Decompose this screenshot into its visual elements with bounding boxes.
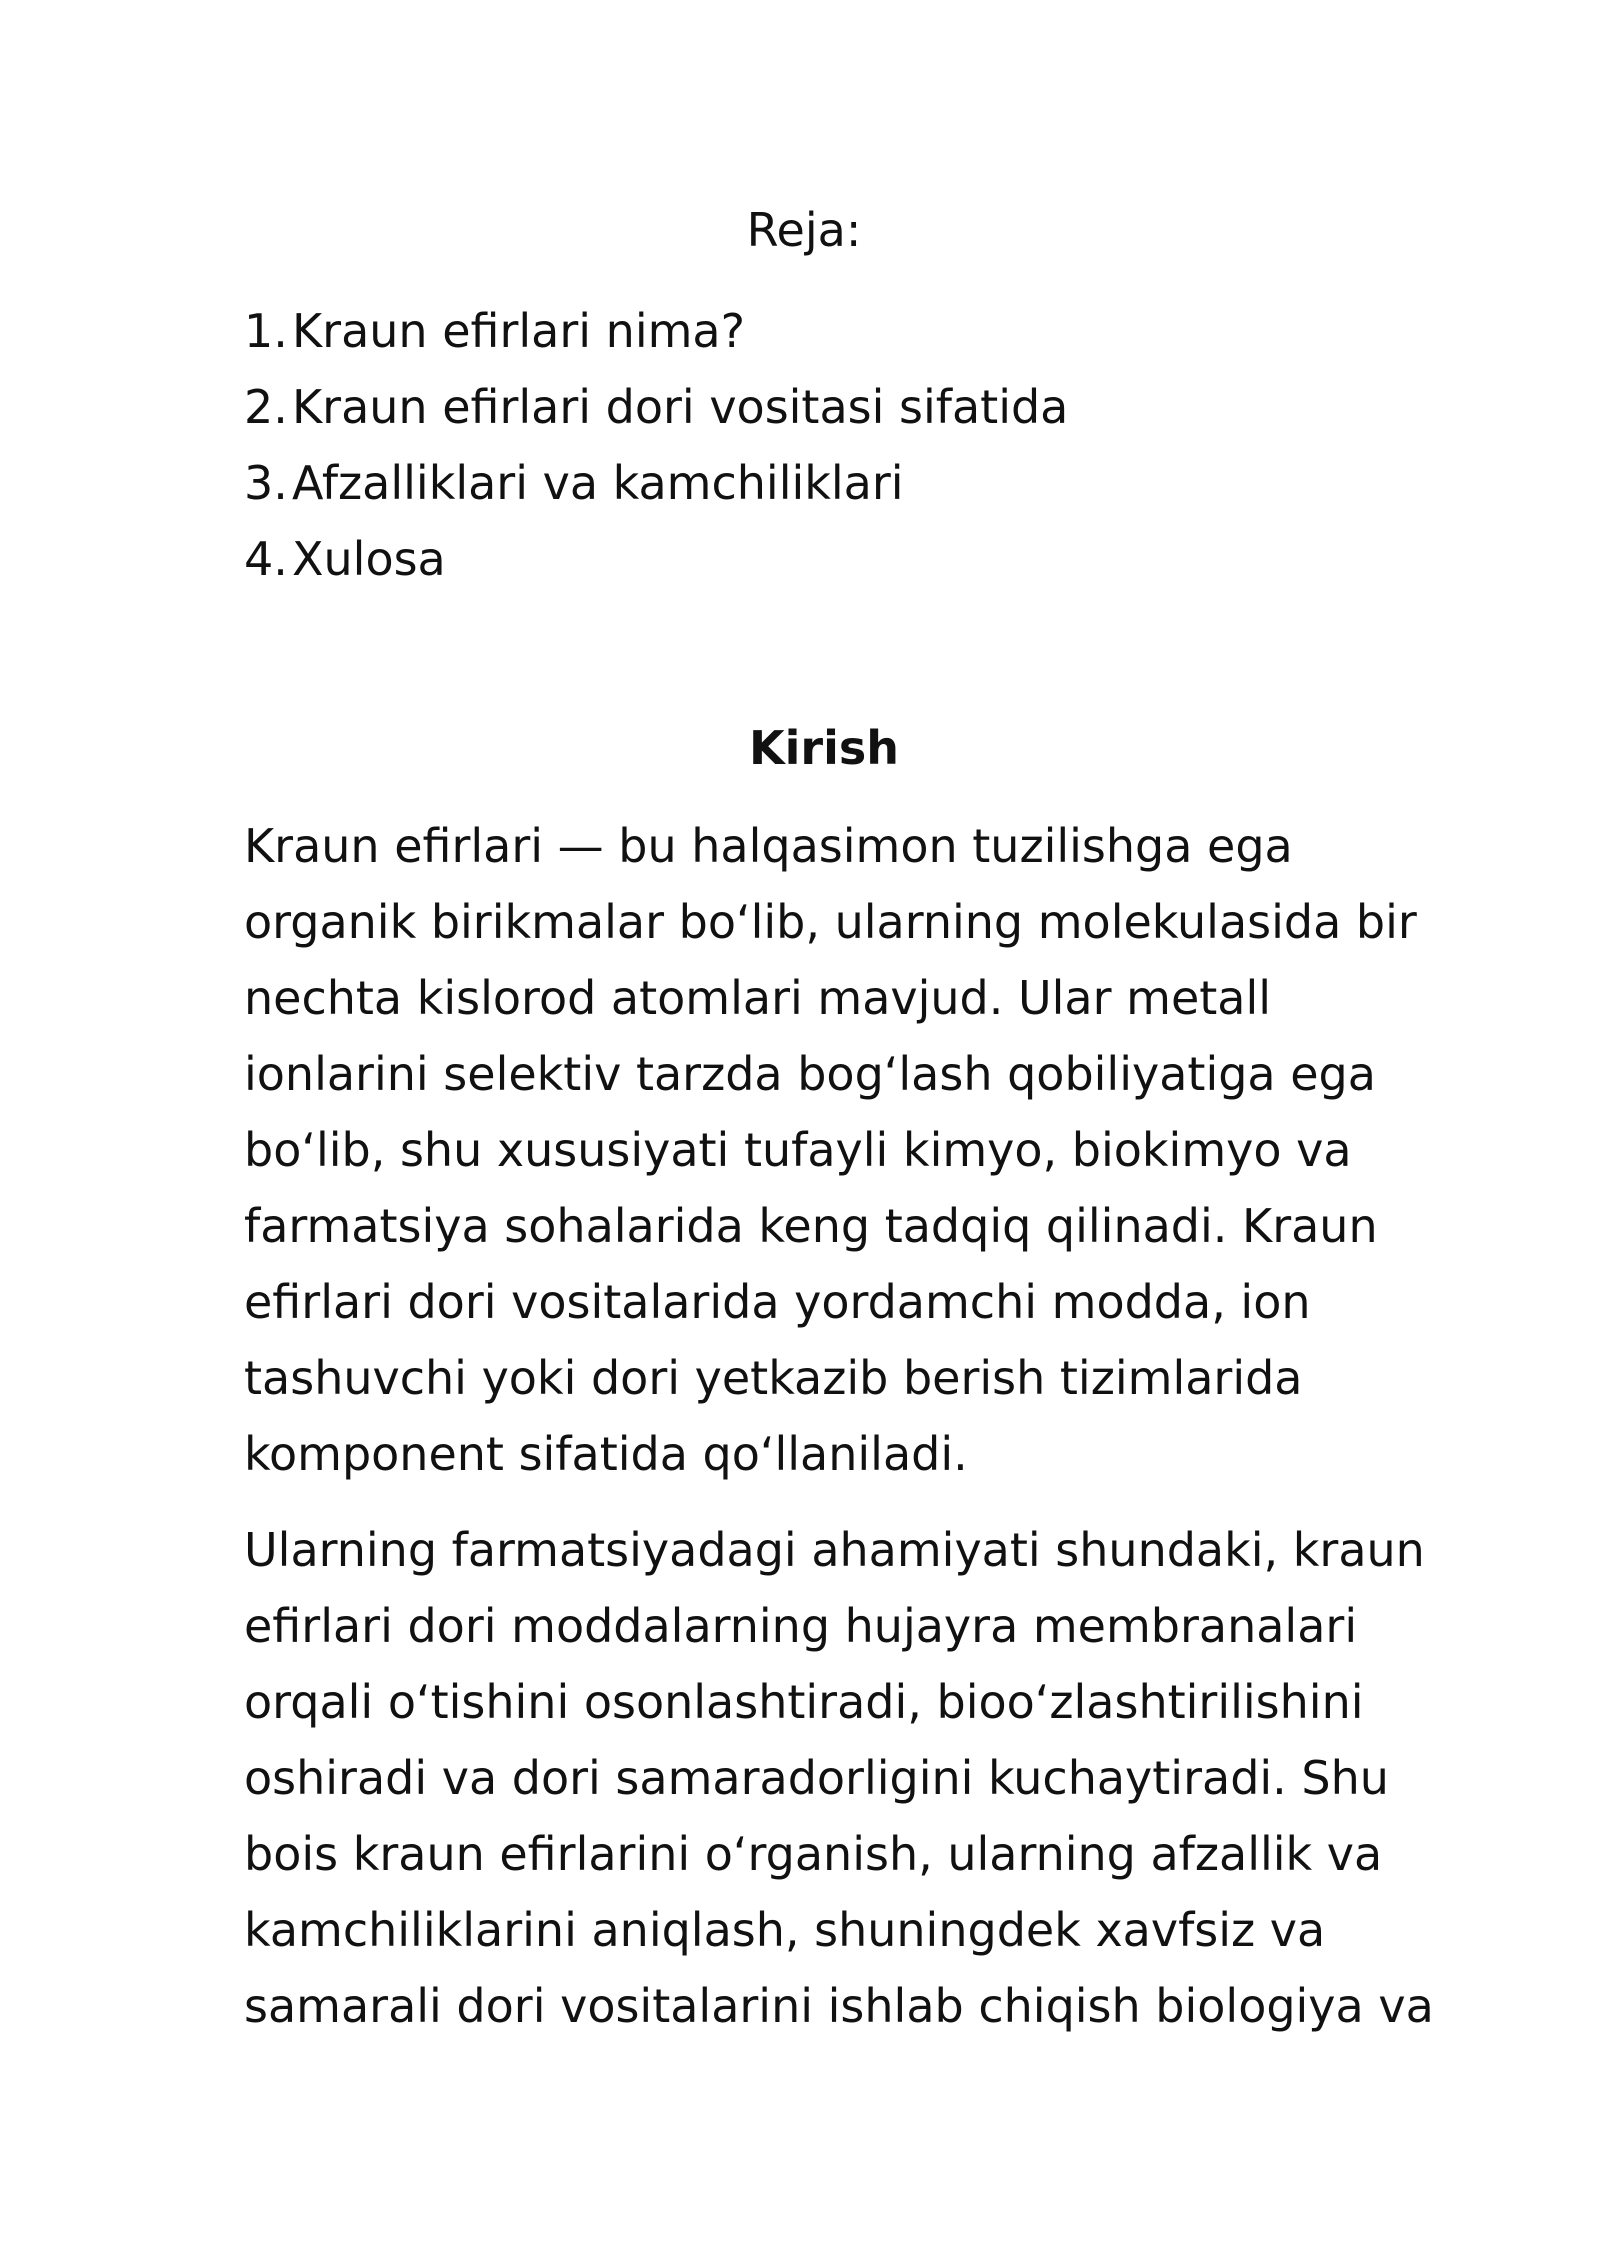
paragraph-line: efirlari dori vositalarida yordamchi modda, ion — [244, 1275, 1311, 1329]
plan-item-text: Xulosa — [292, 532, 446, 586]
plan-item-text: Afzalliklari va kamchiliklari — [292, 456, 904, 510]
paragraph-line: ionlarini selektiv tarzda bogʻlash qobiliyatiga ega — [244, 1047, 1376, 1101]
plan-item-text: Kraun efirlari nima? — [292, 304, 746, 358]
paragraph-line: bois kraun efirlarini oʻrganish, ularning afzallik va — [244, 1827, 1383, 1881]
intro-paragraph-1 — [244, 808, 1424, 1492]
plan-item — [244, 369, 1068, 445]
plan-item — [244, 445, 1068, 521]
paragraph-line: orqali oʻtishini osonlashtiradi, biooʻzlashtirilishini — [244, 1675, 1364, 1729]
paragraph-line: oshiradi va dori samaradorligini kuchaytiradi. Shu — [244, 1751, 1389, 1805]
plan-title: Reja: — [746, 203, 862, 257]
paragraph-line: farmatsiya sohalarida keng tadqiq qilinadi. Kraun — [244, 1199, 1378, 1253]
paragraph-line: samarali dori vositalarini ishlab chiqish biologiya va — [244, 1979, 1434, 2033]
intro-heading: Kirish — [749, 721, 899, 775]
paragraph-line: Kraun efirlari — bu halqasimon tuzilishga ega — [244, 819, 1293, 873]
plan-item-number: 3. — [244, 456, 288, 510]
plan-item — [244, 293, 1068, 369]
paragraph-line: efirlari dori moddalarning hujayra membranalari — [244, 1599, 1358, 1653]
intro-paragraph-2 — [244, 1512, 1434, 2044]
paragraph-line: kamchiliklarini aniqlash, shuningdek xavfsiz va — [244, 1903, 1326, 1957]
paragraph-line: komponent sifatida qoʻllaniladi. — [244, 1427, 968, 1481]
paragraph-line: nechta kislorod atomlari mavjud. Ular metall — [244, 971, 1272, 1025]
paragraph-line: Ularning farmatsiyadagi ahamiyati shundaki, kraun — [244, 1523, 1425, 1577]
plan-item-text: Kraun efirlari dori vositasi sifatida — [292, 380, 1069, 434]
plan-item-number: 4. — [244, 532, 288, 586]
plan-item-number: 2. — [244, 380, 288, 434]
paragraph-line: organik birikmalar boʻlib, ularning molekulasida bir — [244, 895, 1417, 949]
plan-item — [244, 521, 1068, 597]
plan-list — [244, 293, 1068, 597]
paragraph-line: tashuvchi yoki dori yetkazib berish tizimlarida — [244, 1351, 1303, 1405]
paragraph-line: boʻlib, shu xususiyati tufayli kimyo, biokimyo va — [244, 1123, 1352, 1177]
plan-item-number: 1. — [244, 304, 288, 358]
